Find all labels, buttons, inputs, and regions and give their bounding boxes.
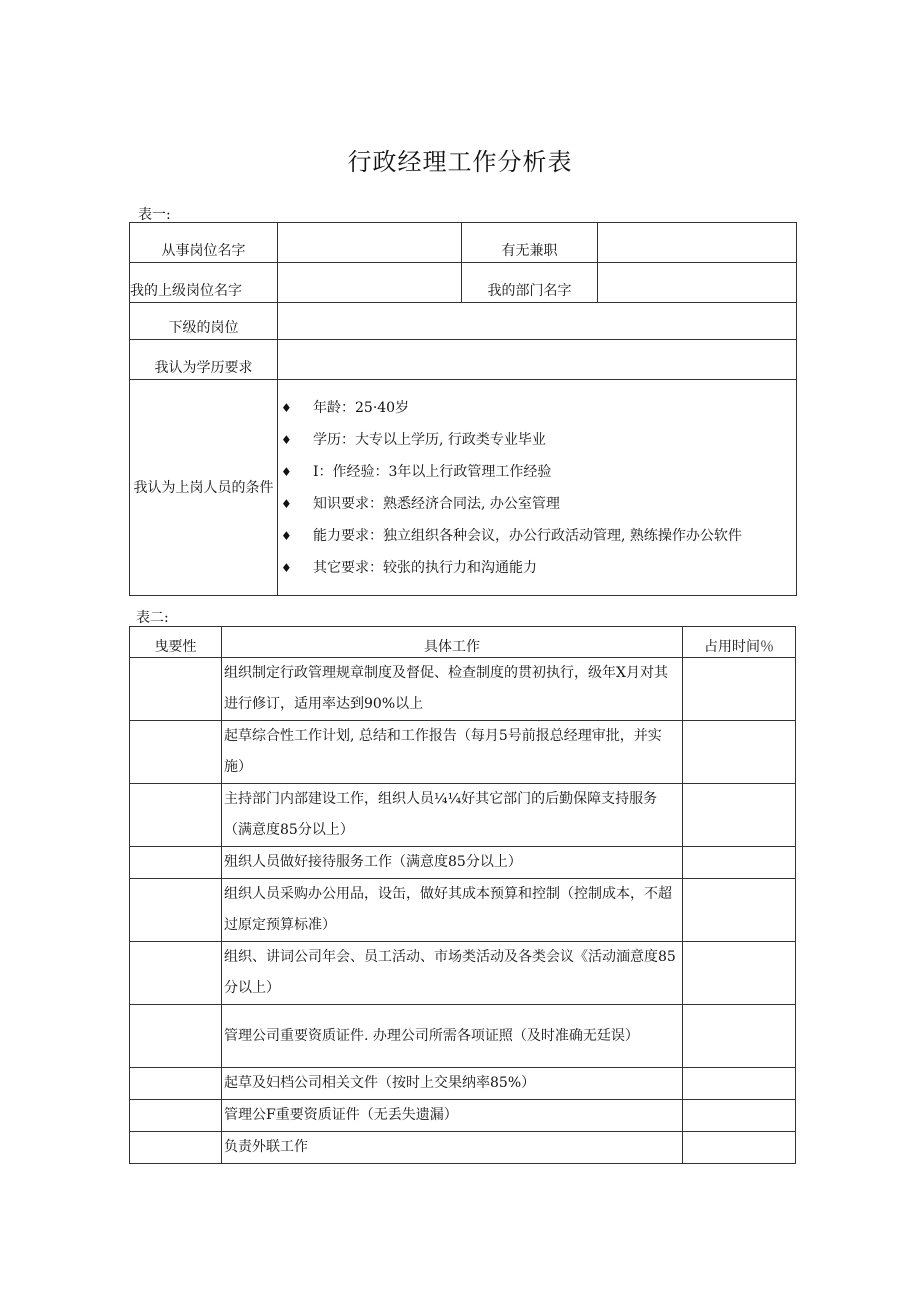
table2-caption: 表二:	[136, 610, 169, 626]
table-row	[130, 1068, 796, 1100]
work-cell: 管理公F重要资质证件（无丢失遗漏）	[222, 1100, 683, 1132]
importance-cell[interactable]	[130, 784, 222, 847]
list-item	[278, 392, 796, 424]
header-work: 具体工作	[222, 627, 683, 658]
time-cell[interactable]	[683, 784, 796, 847]
condition-text: 学历：大专以上学历, 行政类专业毕业	[313, 431, 546, 448]
condition-text: 其它要求：较张的执行力和沟通能力	[313, 559, 537, 576]
time-cell[interactable]	[683, 658, 796, 721]
diamond-bullet-icon: ♦	[281, 528, 292, 543]
part-time-field[interactable]	[598, 223, 797, 263]
header-time: 占用时间％	[683, 627, 796, 658]
position-name-label: 从事岗位名字	[130, 223, 278, 263]
education-label: 我认为学历要求	[130, 340, 278, 380]
table-row	[130, 879, 796, 942]
list-item	[278, 456, 796, 488]
list-item	[278, 488, 796, 520]
diamond-bullet-icon: ♦	[281, 560, 292, 575]
work-cell: 组织、讲词公司年会、员工活动、市场类活动及各类会议《活动湎意度85分以上）	[222, 942, 683, 1005]
job-info-table	[129, 222, 797, 596]
work-cell: 组织人员采购办公用品，设缶，做好其成本预算和控制（控制成本，不超过原定预算标准）	[222, 879, 683, 942]
work-analysis-table	[129, 626, 796, 1164]
list-item	[278, 424, 796, 456]
diamond-bullet-icon: ♦	[281, 496, 292, 511]
education-field[interactable]	[278, 340, 797, 380]
table-row	[130, 1005, 796, 1068]
time-cell[interactable]	[683, 879, 796, 942]
importance-cell[interactable]	[130, 721, 222, 784]
time-cell[interactable]	[683, 847, 796, 879]
conditions-label: 我认为上岗人员的条件	[130, 380, 278, 596]
table-row	[130, 847, 796, 879]
list-item	[278, 520, 796, 552]
header-importance: 曳要性	[130, 627, 222, 658]
work-cell: 主持部门内部建设工作，组织人员¼¼好其它部门的后勤保障支持服务（满意度85分以上）	[222, 784, 683, 847]
importance-cell[interactable]	[130, 1100, 222, 1132]
work-cell: 起草及妇档公司相关文件（按时上交果纳率85%）	[222, 1068, 683, 1100]
time-cell[interactable]	[683, 1068, 796, 1100]
page-title: 行政经理工作分析表	[347, 148, 573, 176]
importance-cell[interactable]	[130, 1005, 222, 1068]
table-row	[130, 721, 796, 784]
time-cell[interactable]	[683, 1100, 796, 1132]
time-cell[interactable]	[683, 1132, 796, 1164]
table-row	[130, 1100, 796, 1132]
condition-text: 年龄：25·40岁	[313, 399, 410, 416]
time-cell[interactable]	[683, 1005, 796, 1068]
time-cell[interactable]	[683, 721, 796, 784]
table-row	[130, 1132, 796, 1164]
work-cell: 负责外联工作	[222, 1132, 683, 1164]
position-name-field[interactable]	[278, 223, 462, 263]
department-label: 我的部门名字	[462, 263, 598, 303]
importance-cell[interactable]	[130, 942, 222, 1005]
conditions-cell	[278, 380, 797, 596]
importance-cell[interactable]	[130, 658, 222, 721]
work-cell: 殂织人员做好接待服务工作（满意度85分以上）	[222, 847, 683, 879]
importance-cell[interactable]	[130, 879, 222, 942]
superior-label: 我的上级岗位名字	[130, 263, 278, 303]
diamond-bullet-icon: ♦	[281, 400, 292, 415]
subordinate-label: 下级的岗位	[130, 303, 278, 340]
subordinate-field[interactable]	[278, 303, 797, 340]
table-row	[130, 658, 796, 721]
part-time-label: 有无兼职	[462, 223, 598, 263]
diamond-bullet-icon: ♦	[281, 432, 292, 447]
work-cell: 组织制定行政管理规章制度及督促、检查制度的贯初执行，级年X月对其进行修订，适用率达到90%以上	[222, 658, 683, 721]
condition-text: I：作经验：3年以上行政管理工作经验	[313, 463, 552, 480]
diamond-bullet-icon: ♦	[281, 464, 292, 479]
condition-text: 知识要求：熟悉经济合同法, 办公室管理	[313, 495, 560, 512]
work-cell: 管理公司重要资质证件. 办理公司所需各项证照（及时准确无廷误）	[222, 1005, 683, 1068]
conditions-list	[278, 392, 796, 584]
time-cell[interactable]	[683, 942, 796, 1005]
superior-field[interactable]	[278, 263, 462, 303]
table1-caption: 表一:	[138, 207, 171, 223]
condition-text: 能力要求：独立组织各种会议，办公行政活动管理, 熟练操作办公软件	[313, 527, 742, 544]
importance-cell[interactable]	[130, 847, 222, 879]
work-cell: 起草综合性工作计划, 总结和工作报告（每月5号前报总经理审批，并实施）	[222, 721, 683, 784]
importance-cell[interactable]	[130, 1132, 222, 1164]
table-row	[130, 784, 796, 847]
importance-cell[interactable]	[130, 1068, 222, 1100]
list-item	[278, 552, 796, 584]
department-field[interactable]	[598, 263, 797, 303]
table-row	[130, 942, 796, 1005]
